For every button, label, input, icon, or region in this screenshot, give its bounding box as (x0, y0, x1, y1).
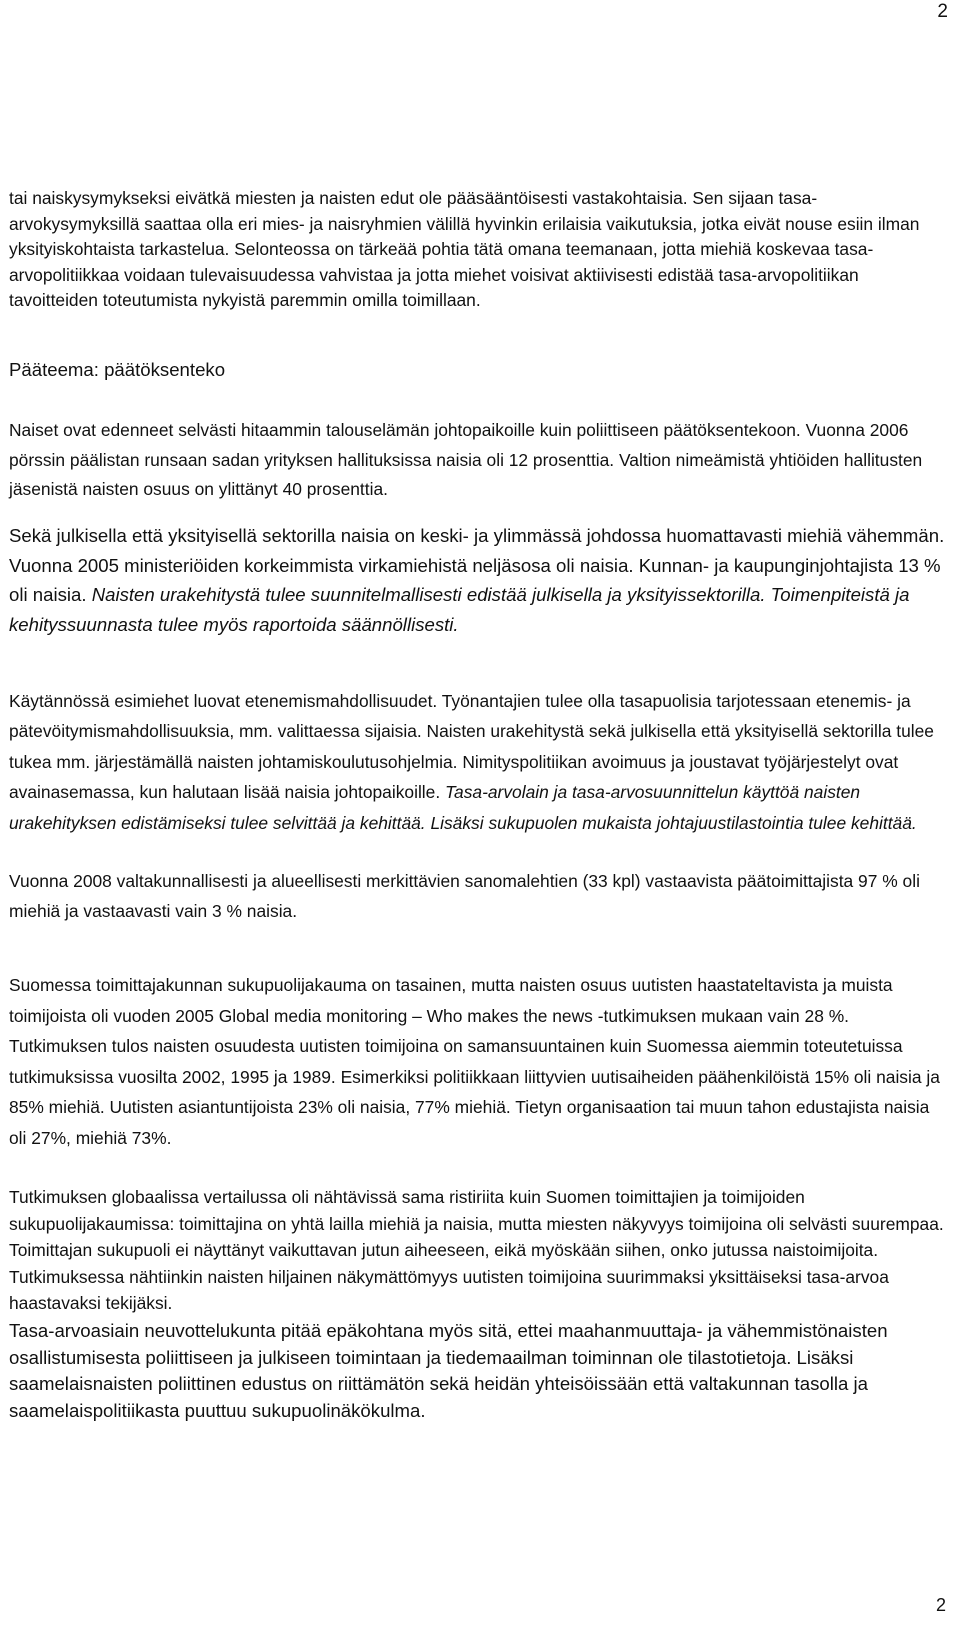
intro-paragraph: tai naiskysymykseksi eivätkä miesten ja naisten edut ole pääsääntöisesti vastakohtaisia. Sen sijaan tasa-arvokysymyksillä saattaa olla eri mies- ja naisryhmien välillä hyvinkin erilaisia vaikutuksia, jotka eivät nouse esiin ilman yksityiskohtaista tarkastelua. Selonteossa on tärkeää pohtia tätä omana teemanaan, jotta miehiä koskevaa tasa-arvopolitiikkaa voidaan tulevaisuudessa vahvistaa ja jotta miehet voisivat aktiivisesti edistää tasa-arvopolitiikan tavoitteiden toteutumista nykyistä paremmin omilla toimillaan. (9, 188, 920, 311)
paragraph-management-recommendation: Naisten urakehitystä tulee suunnitelmallisesti edistää julkisella ja yksityissektorilla. Toimenpiteistä ja kehityssuunnasta tulee myös raportoida säännöllisesti. (9, 584, 910, 635)
paragraph-career-text: Käytännössä esimiehet luovat etenemismahdollisuudet. Työnantajien tulee olla tasapuolisia tarjotessaan etenemis- ja pätevöitymismahdollisuuksia, mm. valittaessa sijaisia. Naisten urakehitystä sekä julkisella että yksityisellä sektorilla tulee tukea mm. järjestämällä naisten johtamiskoulutusohjelmia. Nimityspolitiikan avoimuus ja joustavat työjärjestelyt ovat avainasemassa, kun halutaan lisää naisia johtopaikoille. (9, 691, 934, 803)
paragraph-management-text: Sekä julkisella että yksityisellä sektorilla naisia on keski- ja ylimmässä johdossa huomattavasti miehiä vähemmän. Vuonna 2005 ministeriöiden korkeimmista virkamiehistä neljäsosa oli naisia. Kunnan- ja kaupunginjohtajista 13 % oli naisia. (9, 525, 945, 606)
paragraph-minorities: Tasa-arvoasiain neuvottelukunta pitää epäkohtana myös sitä, ettei maahanmuuttaja- ja vähemmistönaisten osallistumisesta poliittiseen ja julkiseen toimintaan ja tiedemaailman toiminnan ole tilastotietoja. Lisäksi saamelaisnaisten poliittinen edustus on riittämätön sekä heidän yhteisöissään että valtakunnan tasolla ja saamelaispolitiikasta puuttuu sukupuolinäkökulma. (9, 1320, 888, 1422)
paragraph-media-monitoring: Suomessa toimittajakunnan sukupuolijakauma on tasainen, mutta naisten osuus uutisten haastateltavista ja muista toimijoista oli vuoden 2005 Global media monitoring – Who makes the news -tutkimuksen mukaan vain 28 %. Tutkimuksen tulos naisten osuudesta uutisten toimijoina on samansuuntainen kuin Suomessa aiemmin toteutetuissa tutkimuksissa vuosilta 2002, 1995 ja 1989. Esimerkiksi politiikkaan liittyvien uutisaiheiden päähenkilöistä 15% oli naisia ja 85% miehiä. Uutisten asiantuntijoista 23% oli naisia, 77% miehiä. Tietyn organisaation tai muun tahon edustajista naisia oli 27%, miehiä 73%. (9, 975, 940, 1148)
paragraph-global-comparison: Tutkimuksen globaalissa vertailussa oli nähtävissä sama ristiriita kuin Suomen toimittajien ja toimijoiden sukupuolijakaumissa: toimittajina on yhtä lailla miehiä ja naisia, mutta miesten näkyvyys toimijoina oli selvästi suurempaa. Toimittajan sukupuoli ei näyttänyt vaikuttavan jutun aiheeseen, eikä myöskään siihen, onko jutussa naistoimijoita. Tutkimuksessa nähtiinkin naisten hiljainen näkymättömyys uutisten toimijoina suurimmaksi yksittäiseksi tasa-arvoa haastavaksi tekijäksi. (9, 1187, 944, 1314)
paragraph-management (9, 521, 947, 639)
paragraph-editors: Vuonna 2008 valtakunnallisesti ja alueellisesti merkittävien sanomalehtien (33 kpl) vastaavista päätoimittajista 97 % oli miehiä ja vastaavasti vain 3 % naisia. (9, 871, 920, 922)
paragraph-career-advancement (9, 686, 947, 838)
page-number-bottom: 2 (935, 1595, 946, 1615)
section-heading: Pääteema: päätöksenteko (9, 359, 226, 380)
paragraph-decision-making: Naiset ovat edenneet selvästi hitaammin talouselämän johtopaikoille kuin poliittiseen päätöksentekoon. Vuonna 2006 pörssin päälistan runsaan sadan yrityksen hallituksissa naisia oli 12 prosenttia. Valtion nimeämistä yhtiöiden hallitusten jäsenistä naisten osuus on ylittänyt 40 prosenttia. (9, 420, 923, 500)
page-number-top: 2 (937, 1, 948, 22)
paragraph-career-recommendation: Tasa-arvolain ja tasa-arvosuunnittelun käyttöä naisten urakehityksen edistämiseksi tulee selvittää ja kehittää. Lisäksi sukupuolen mukaista johtajuustilastointia tulee kehittää. (9, 782, 917, 833)
